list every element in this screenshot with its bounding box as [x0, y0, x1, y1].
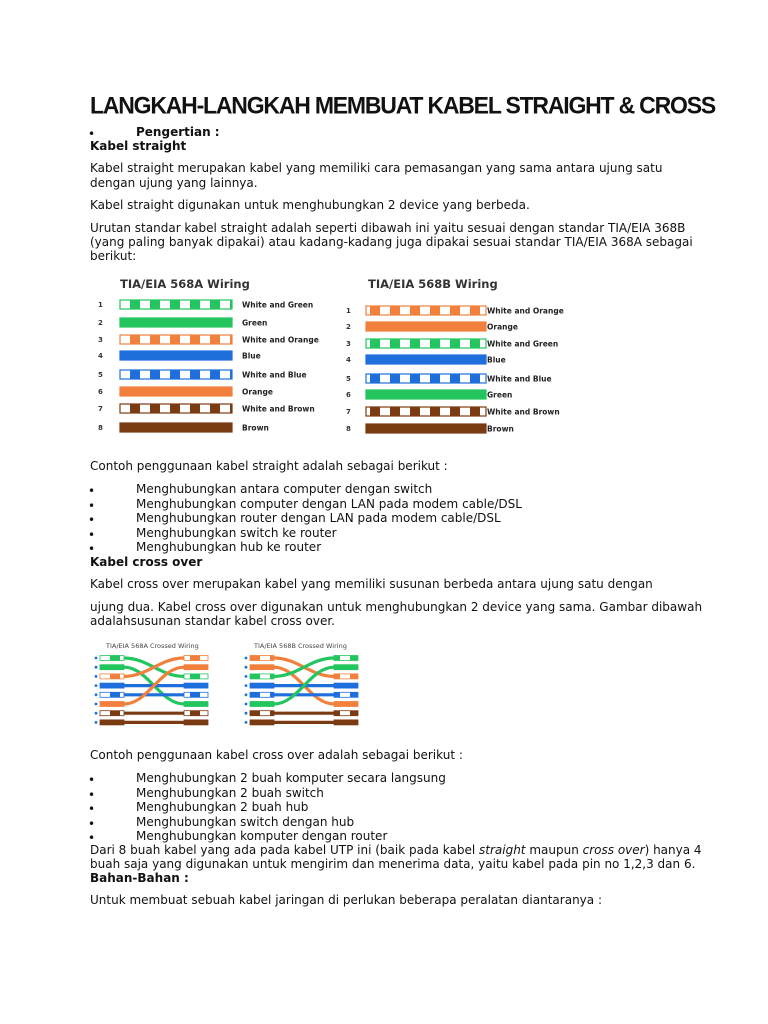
wire-strip: [120, 351, 232, 360]
cross-wire-left: [100, 702, 124, 707]
straight-paragraph-3-line-2: (yang paling banyak dipakai) atau kadang-kadang juga dipakai sesuai standar TIA/EIA 368A sebagai: [90, 235, 693, 249]
list-item: Menghubungkan 2 buah hub: [136, 800, 309, 814]
wire-strip: [120, 318, 232, 327]
pin-dot: [245, 657, 248, 660]
list-item: Menghubungkan komputer dengan router: [136, 829, 388, 843]
pin-number: 6: [346, 391, 351, 399]
pin-dot: [245, 712, 248, 715]
utp-italic-cross-over: cross over: [582, 843, 645, 857]
cross-wire-right: [334, 720, 358, 725]
bahan-heading: Bahan-Bahan :: [90, 871, 189, 885]
pin-dot: [95, 675, 98, 678]
bahan-paragraph: Untuk membuat sebuah kabel jaringan di perlukan beberapa peralatan diantaranya :: [90, 893, 602, 907]
cross-paragraph-2-line-1: ujung dua. Kabel cross over digunakan untuk menghubungkan 2 device yang sama. Gambar dibawah: [90, 600, 703, 614]
wire-strip: [366, 374, 486, 383]
kabel-straight-heading: Kabel straight: [90, 139, 187, 153]
cross-wire-left: [250, 692, 274, 697]
list-item: Menghubungkan switch dengan hub: [136, 815, 355, 829]
pin-dot: [95, 684, 98, 687]
cross-paragraph-2-line-2: adalahsusunan standar kabel cross over.: [90, 614, 335, 628]
cross-wire-left: [250, 665, 274, 670]
pin-dot: [95, 703, 98, 706]
cross-wire-right: [334, 711, 358, 716]
wire-label: Blue: [242, 351, 261, 361]
wire-label: White and Blue: [242, 370, 307, 380]
wire-strip: [366, 339, 486, 348]
pin-number: 1: [98, 301, 103, 309]
pin-number: 2: [346, 323, 351, 331]
wire-label: White and Green: [487, 339, 559, 349]
cross-wire-left: [100, 711, 124, 716]
wire-strip: [120, 370, 232, 379]
cross-wire-left: [100, 692, 124, 697]
wiring-568b-wires: [346, 306, 564, 434]
wire-label: White and Green: [242, 300, 314, 310]
bullet-dot: •: [88, 513, 96, 527]
list-item: Menghubungkan computer dengan LAN pada modem cable/DSL: [136, 497, 522, 511]
utp-italic-straight: straight: [479, 843, 526, 857]
wire-strip: [120, 335, 232, 344]
bullet-dot: •: [88, 127, 96, 141]
wire-strip: [120, 300, 232, 309]
cross-wire-right: [334, 692, 358, 697]
cross-wire-left: [100, 674, 124, 679]
cross-wire-left: [250, 711, 274, 716]
wire-strip: [120, 423, 232, 432]
cross-wire-right: [184, 683, 208, 688]
pin-dot: [245, 675, 248, 678]
cross-wire-left: [100, 720, 124, 725]
cross-wire-left: [100, 683, 124, 688]
wire-label: Blue: [487, 355, 506, 365]
cross-wiring-diagram: [90, 636, 390, 736]
cross-wire-path: [124, 658, 184, 676]
wire-strip: [366, 355, 486, 364]
list-item: Menghubungkan router dengan LAN pada modem cable/DSL: [136, 511, 501, 525]
wiring-568b-title: TIA/EIA 568B Wiring: [368, 277, 498, 291]
cross-wire-right: [184, 656, 208, 661]
wire-label: White and Brown: [242, 404, 315, 414]
cross-wire-left: [250, 720, 274, 725]
cross-wire-path: [274, 658, 334, 676]
pin-dot: [245, 666, 248, 669]
cross-paragraph-1: Kabel cross over merupakan kabel yang memiliki susunan berbeda antara ujung satu dengan: [90, 577, 653, 591]
cross-wire-right: [334, 665, 358, 670]
cross-568b-wires: [245, 656, 358, 725]
straight-paragraph-1-line-1: Kabel straight merupakan kabel yang memiliki cara pemasangan yang sama antara ujung satu: [90, 161, 663, 175]
cross-wire-left: [250, 702, 274, 707]
wire-strip: [366, 424, 486, 433]
straight-wiring-diagram: [90, 270, 610, 445]
pin-dot: [95, 666, 98, 669]
list-item: Menghubungkan switch ke router: [136, 526, 337, 540]
wire-strip: [366, 390, 486, 399]
straight-paragraph-3-line-3: berikut:: [90, 249, 137, 263]
pin-number: 2: [98, 319, 103, 327]
utp-text: Dari 8 buah kabel yang ada pada kabel UTP ini (baik pada kabel: [90, 843, 479, 857]
straight-paragraph-2: Kabel straight digunakan untuk menghubungkan 2 device yang berbeda.: [90, 198, 530, 212]
wire-strip: [120, 387, 232, 396]
pin-dot: [245, 721, 248, 724]
wire-label: Brown: [242, 423, 269, 433]
wire-strip: [366, 322, 486, 331]
cross-wire-left: [100, 656, 124, 661]
cross-wire-right: [184, 674, 208, 679]
cross-wire-left: [250, 683, 274, 688]
cross-wire-right: [184, 711, 208, 716]
list-item: Menghubungkan hub ke router: [136, 540, 322, 554]
cross-wire-right: [334, 674, 358, 679]
wire-strip: [366, 306, 486, 315]
cross-wire-right: [184, 702, 208, 707]
pin-dot: [95, 693, 98, 696]
wiring-568a-title: TIA/EIA 568A Wiring: [120, 277, 250, 291]
wiring-568a-wires: [98, 300, 319, 433]
cross-wire-left: [250, 656, 274, 661]
cross-wire-right: [334, 683, 358, 688]
cross-wire-right: [184, 692, 208, 697]
pin-number: 4: [98, 352, 103, 360]
cross-wire-left: [100, 665, 124, 670]
pin-number: 5: [98, 371, 103, 379]
utp-paragraph-line-1: [90, 843, 702, 858]
pin-number: 8: [346, 425, 351, 433]
pengertian-label: Pengertian :: [136, 125, 220, 139]
bullet-dot: •: [88, 484, 96, 498]
bullet-dot: •: [88, 499, 96, 513]
pin-number: 5: [346, 375, 351, 383]
bullet-dot: •: [88, 542, 96, 556]
wire-label: Orange: [242, 387, 273, 397]
pin-number: 8: [98, 424, 103, 432]
pin-number: 6: [98, 388, 103, 396]
cross-568b-title: TIA/EIA 568B Crossed Wiring: [254, 642, 347, 650]
bullet-dot: •: [88, 817, 96, 831]
cross-568a-wires: [95, 656, 208, 725]
list-item: Menghubungkan 2 buah komputer secara langsung: [136, 771, 446, 785]
wire-label: Brown: [487, 424, 514, 434]
wire-strip: [366, 407, 486, 416]
bullet-dot: •: [88, 788, 96, 802]
wire-label: Orange: [487, 322, 518, 332]
pin-number: 1: [346, 307, 351, 315]
cross-wire-right: [184, 665, 208, 670]
cross-wire-left: [250, 674, 274, 679]
straight-paragraph-3-line-1: Urutan standar kabel straight adalah seperti dibawah ini yaitu sesuai dengan standar TIA/EIA 368B: [90, 221, 686, 235]
kabel-cross-over-heading: Kabel cross over: [90, 555, 203, 569]
pin-number: 3: [98, 336, 103, 344]
cross-wire-right: [334, 702, 358, 707]
bullet-dot: •: [88, 802, 96, 816]
utp-text: ) hanya 4: [644, 843, 702, 857]
wire-label: Green: [487, 390, 513, 400]
pin-dot: [245, 703, 248, 706]
pin-number: 4: [346, 356, 351, 364]
cross-wire-right: [184, 720, 208, 725]
wire-label: White and Blue: [487, 374, 552, 384]
pin-number: 7: [98, 405, 103, 413]
wire-strip: [120, 404, 232, 413]
bullet-dot: •: [88, 773, 96, 787]
page-title: LANGKAH-LANGKAH MEMBUAT KABEL STRAIGHT & CROSS: [90, 91, 715, 119]
pin-dot: [95, 657, 98, 660]
straight-paragraph-1-line-2: dengan ujung yang lainnya.: [90, 176, 258, 190]
wire-label: White and Orange: [487, 306, 564, 316]
utp-paragraph-line-2: buah saja yang digunakan untuk mengirim dan menerima data, yaitu kabel pada pin no 1,2,3 dan 6.: [90, 857, 696, 871]
pin-dot: [245, 693, 248, 696]
pin-dot: [95, 712, 98, 715]
bullet-dot: •: [88, 528, 96, 542]
wire-label: White and Brown: [487, 407, 560, 417]
list-item: Menghubungkan antara computer dengan switch: [136, 482, 433, 496]
pin-dot: [95, 721, 98, 724]
cross-wire-right: [334, 656, 358, 661]
pin-number: 7: [346, 408, 351, 416]
pin-number: 3: [346, 340, 351, 348]
wire-label: Green: [242, 318, 268, 328]
utp-text: maupun: [525, 843, 583, 857]
list-item: Menghubungkan 2 buah switch: [136, 786, 324, 800]
wire-label: White and Orange: [242, 335, 319, 345]
pin-dot: [245, 684, 248, 687]
cross-568a-title: TIA/EIA 568A Crossed Wiring: [106, 642, 199, 650]
cross-example-intro: Contoh penggunaan kabel cross over adalah sebagai berikut :: [90, 748, 463, 762]
straight-example-intro: Contoh penggunaan kabel straight adalah sebagai berikut :: [90, 459, 448, 473]
bullet-dot: •: [88, 831, 96, 845]
